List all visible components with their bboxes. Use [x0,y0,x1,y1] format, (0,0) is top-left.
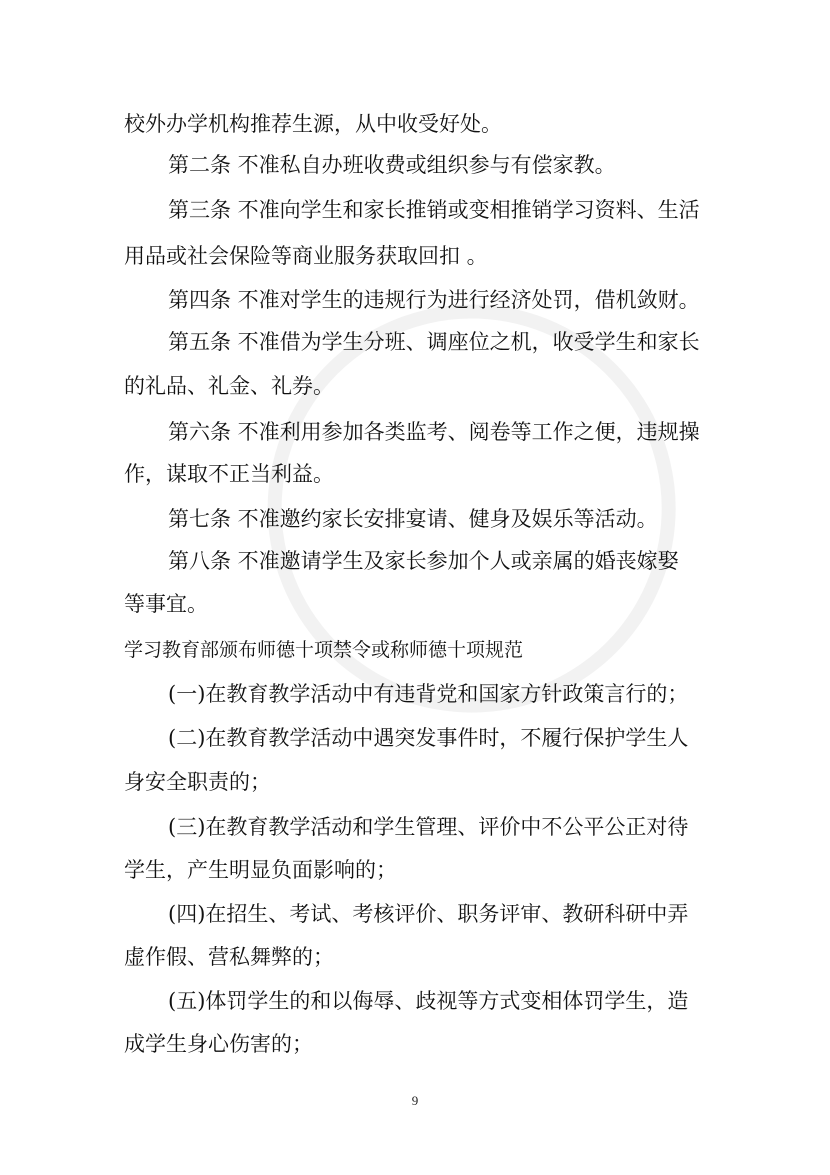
text-line: 第七条 不准邀约家长安排宴请、健身及娱乐等活动。 [168,507,658,531]
text-line: 第五条 不准借为学生分班、调座位之机，收受学生和家长 [168,330,700,354]
text-line: 的礼品、礼金、礼券。 [124,374,334,398]
text-line: 第三条 不准向学生和家长推销或变相推销学习资料、生活 [168,198,700,222]
text-line: 成学生身心伤害的； [124,1032,313,1056]
text-line: 第六条 不准利用参加各类监考、阅卷等工作之便，违规操 [168,420,700,444]
text-line: 第八条 不准邀请学生及家长参加个人或亲属的婚丧嫁娶 [168,549,679,573]
text-line: 第二条 不准私自办班收费或组织参与有偿家教。 [168,153,616,177]
text-line: (二)在教育教学活动中遇突发事件时，不履行保护学生人 [168,726,689,750]
page-number: 9 [411,1093,419,1108]
text-line: 身安全职责的； [124,770,271,794]
text-line: 学生，产生明显负面影响的； [124,858,397,882]
text-line: (五)体罚学生的和以侮辱、歧视等方式变相体罚学生，造 [168,989,689,1013]
text-line: (四)在招生、考试、考核评价、职务评审、教研科研中弄 [168,902,689,926]
text-line: 校外办学机构推荐生源，从中收受好处。 [124,112,502,136]
text-line: 虚作假、营私舞弊的； [124,945,334,969]
text-line: (三)在教育教学活动和学生管理、评价中不公平公正对待 [168,815,689,839]
text-line: 作，谋取不正当利益。 [124,462,334,486]
text-line: 第四条 不准对学生的违规行为进行经济处罚，借机敛财。 [168,288,700,312]
section-heading: 学习教育部颁布师德十项禁令或称师德十项规范 [124,639,524,661]
text-line: 用品或社会保险等商业服务获取回扣 。 [124,244,488,268]
text-line: 等事宜。 [124,592,208,616]
text-line: (一)在教育教学活动中有违背党和国家方针政策言行的； [168,682,689,706]
